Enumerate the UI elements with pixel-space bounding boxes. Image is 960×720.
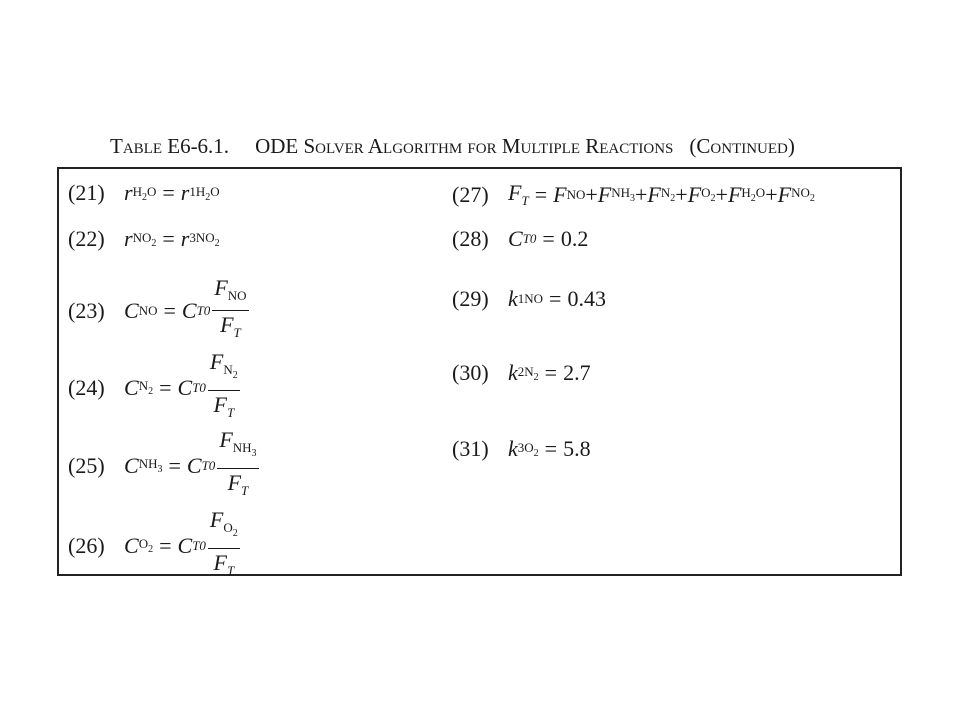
equation-number: (22) [68, 226, 105, 251]
equation-number: (21) [68, 180, 105, 205]
equation-27: (27) $F_T$ = F NO + F $NH_3$ + F $N_2$ + F $O_2$ + F $H_2O$ + F $NO_2$ [452, 180, 815, 208]
equation-25: (25) C $NH_3$ = C T0 $\frac{F_{NH_3}}{F_T}$ [68, 427, 257, 498]
equation-22: (22) r $NO_2$ = r $3NO_2$ [68, 226, 220, 251]
equation-21: (21) r $H_2O$ = r $1H_2O$ [68, 180, 220, 205]
equation-number: (30) [452, 360, 489, 385]
k1no-value: 0.43 [567, 286, 606, 311]
equation-number: (26) [68, 532, 105, 558]
equation-23: (23) C NO = C T0 $\frac{F_{NO}}{F_T}$ [68, 275, 247, 340]
equation-number: (27) [452, 181, 489, 207]
k2n2-value: 2.7 [563, 360, 591, 385]
equation-number: (23) [68, 297, 105, 323]
k3o2-value: 5.8 [563, 436, 591, 461]
equation-number: (29) [452, 286, 489, 311]
equation-24: (24) C $N_2$ = C T0 $\frac{F_{N_2}}{F_T}$ [68, 349, 238, 420]
equation-number: (31) [452, 436, 489, 461]
ct0-value: 0.2 [560, 226, 589, 251]
equation-29: (29) k 1NO = 0.43 [452, 286, 606, 311]
table-note: (Continued) [689, 134, 795, 158]
equation-number: (24) [68, 374, 105, 400]
table-id: Table E6-6.1. [110, 134, 230, 158]
equation-28: (28) C T0 = 0.2 [452, 226, 589, 251]
table-caption [110, 134, 795, 159]
equation-number: (25) [68, 452, 105, 478]
equation-number: (28) [452, 226, 489, 251]
equation-31: (31) k $3O_2$ = 5.8 [452, 436, 591, 461]
table-title: ODE Solver Algorithm for Multiple Reactions [255, 134, 674, 158]
equation-26: (26) C $O_2$ = C T0 $\frac{F_{O_2}}{F_T}$ [68, 507, 238, 578]
equation-30: (30) k $2N_2$ = 2.7 [452, 360, 591, 385]
